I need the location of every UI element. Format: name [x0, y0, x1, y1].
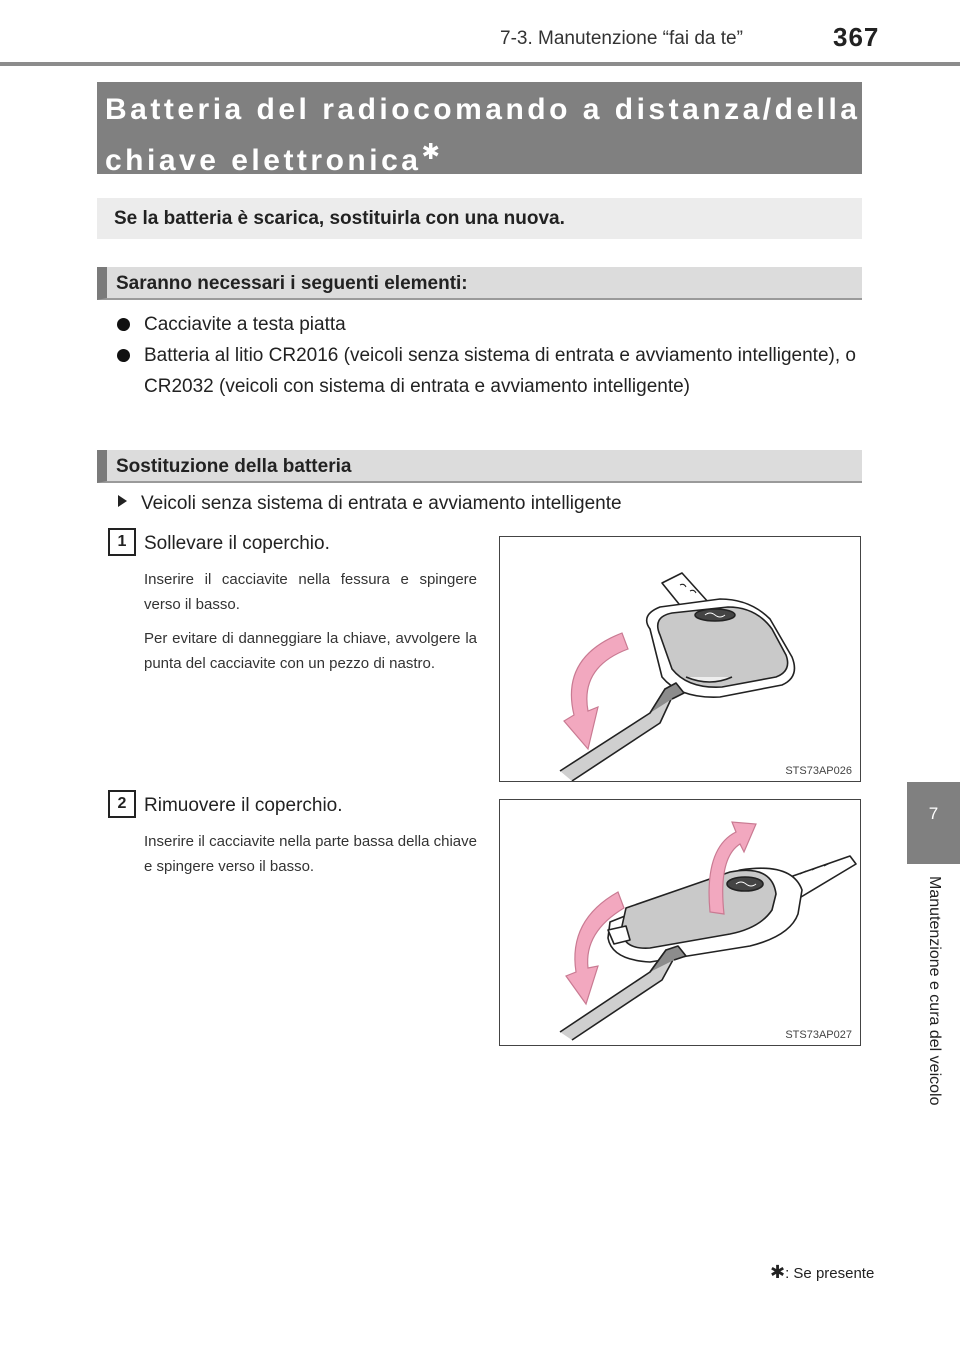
list-item-text: Batteria al litio CR2016 (veicoli senza sistema di entrata e avviamento intelligente), o CR2032 (veicoli con sistema di entrata e avviamento intelligente): [144, 345, 856, 397]
title-line-2: [105, 131, 862, 182]
step-number: 2: [108, 790, 136, 818]
header-section-title: 7-3. Manutenzione “fai da te”: [500, 28, 743, 49]
chapter-tab: 7: [907, 782, 960, 864]
asterisk-icon: ✱: [421, 139, 440, 164]
required-items-heading: Saranno necessari i seguenti elementi:: [97, 267, 862, 300]
step-note: Per evitare di danneggiare la chiave, avvolgere la punta del cacciavite con un pezzo di nastro.: [144, 630, 477, 672]
intro-text: Se la batteria è scarica, sostituirla con una nuova.: [97, 198, 862, 239]
chapter-label: Manutenzione e cura del veicolo: [926, 876, 943, 1106]
step-number: 1: [108, 528, 136, 556]
figure-code: STS73AP026: [785, 765, 852, 777]
footnote: [770, 1262, 874, 1283]
triangle-bullet-icon: [118, 495, 127, 507]
step-title: Rimuovere il coperchio.: [144, 795, 343, 816]
replacement-heading: Sostituzione della batteria: [97, 450, 862, 483]
figure-lift-cover: [499, 536, 861, 782]
page-number: 367: [833, 22, 880, 52]
bullet-icon: [117, 318, 130, 331]
step-description: Inserire il cacciavite nella parte bassa della chiave e spingere verso il basso.: [144, 833, 477, 875]
key-illustration-2: [500, 800, 861, 1046]
variant-line: [118, 490, 622, 518]
bullet-icon: [117, 349, 130, 362]
list-item-text: Cacciavite a testa piatta: [144, 314, 346, 335]
key-illustration-1: [500, 537, 861, 782]
figure-code: STS73AP027: [785, 1029, 852, 1041]
variant-text: Veicoli senza sistema di entrata e avviamento intelligente: [141, 493, 622, 514]
figure-remove-cover: [499, 799, 861, 1046]
title-line-2-text: chiave elettronica: [105, 144, 422, 177]
step-description: Inserire il cacciavite nella fessura e spingere verso il basso.: [144, 571, 477, 613]
page-title: [97, 82, 862, 177]
footnote-text: : Se presente: [785, 1265, 875, 1282]
title-line-1: Batteria del radiocomando a distanza/della: [105, 93, 861, 126]
asterisk-icon: ✱: [770, 1262, 786, 1282]
step-title: Sollevare il coperchio.: [144, 533, 330, 554]
header-rule: [0, 62, 960, 66]
